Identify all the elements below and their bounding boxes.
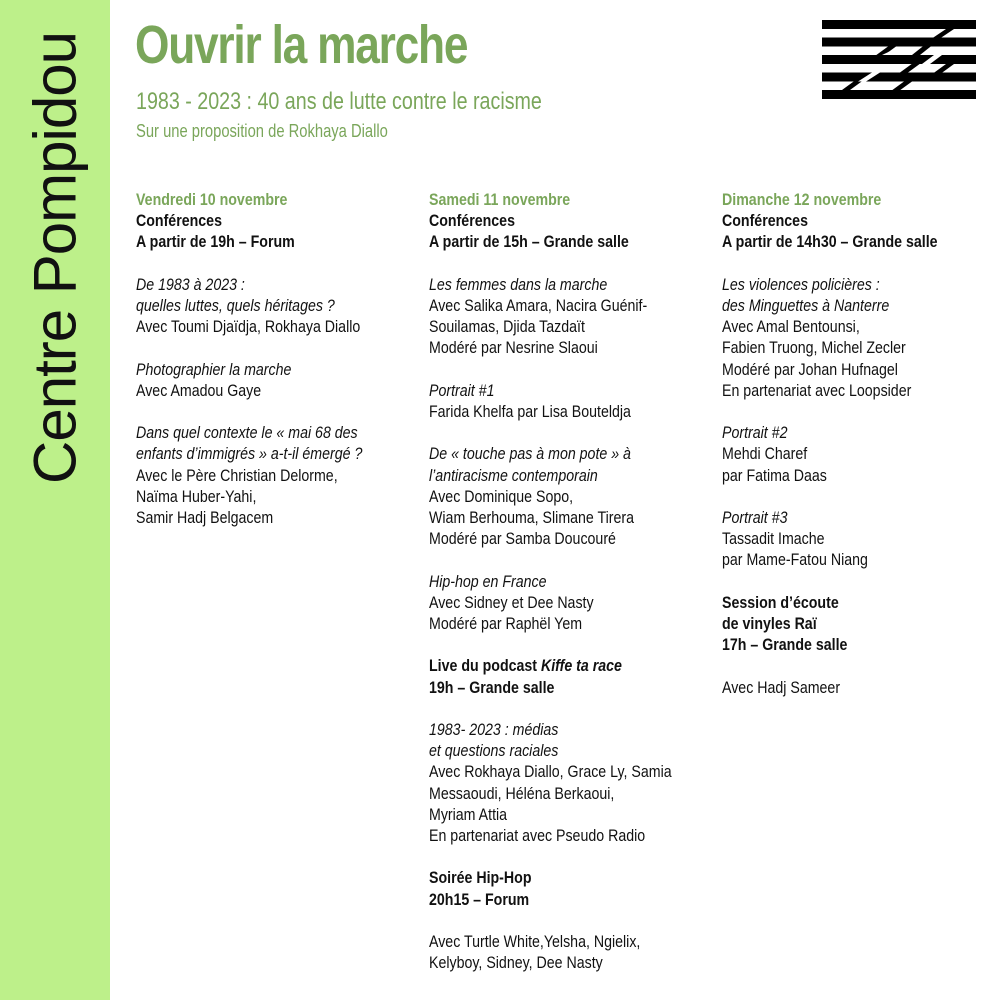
day-time-place: A partir de 15h – Grande salle — [429, 233, 629, 252]
talk-speakers: Naïma Huber-Yahi, — [136, 487, 257, 506]
talk-title: De 1983 à 2023 : — [136, 275, 245, 294]
day-time-place: A partir de 14h30 – Grande salle — [722, 233, 938, 252]
talk-title: et questions raciales — [429, 742, 559, 761]
podcast-name: Kiffe ta race — [540, 657, 622, 676]
evening-time-place: 20h15 – Forum — [429, 890, 530, 909]
talk-speakers: Avec Rokhaya Diallo, Grace Ly, Samia — [429, 763, 672, 782]
podcast-time-place: 19h – Grande salle — [429, 678, 555, 697]
talk-title: Dans quel contexte le « mai 68 des — [136, 424, 358, 443]
podcast-title — [429, 656, 721, 677]
talk-moderator: Modéré par Nesrine Slaoui — [429, 339, 598, 358]
talk-speakers: Samir Hadj Belgacem — [136, 509, 274, 527]
talk-speakers: par Fatima Daas — [722, 466, 827, 485]
evening-artists: Avec Turtle White,Yelsha, Ngielix, — [429, 932, 641, 951]
evening-title: Soirée Hip-Hop — [429, 869, 532, 888]
day-column-saturday — [429, 190, 719, 974]
talk-title: enfants d’immigrés » a-t-il émergé ? — [136, 445, 363, 464]
sidebar-label: Centre Pompidou — [21, 32, 89, 484]
day-type: Conférences — [136, 212, 222, 231]
day-date: Vendredi 10 novembre — [136, 191, 288, 209]
session-title: Session d’écoute — [722, 593, 839, 612]
talk-moderator: Modéré par Samba Doucouré — [429, 530, 616, 549]
talk-title: Portrait #1 — [429, 381, 495, 400]
talk-moderator: Modéré par Johan Hufnagel — [722, 360, 898, 379]
evening-artists: Kelyboy, Sidney, Dee Nasty — [429, 954, 603, 973]
podcast-prefix: Live du podcast — [429, 657, 541, 676]
talk-partner: En partenariat avec Pseudo Radio — [429, 827, 646, 845]
talk-speakers: Messaoudi, Héléna Berkaoui, — [429, 784, 615, 803]
talk-title: Photographier la marche — [136, 360, 292, 379]
talk-speakers: par Mame-Fatou Niang — [722, 551, 868, 570]
day-date: Dimanche 12 novembre — [722, 191, 882, 209]
talk-title: Portrait #3 — [722, 509, 788, 527]
page-title: Ouvrir la marche — [135, 15, 468, 75]
talk-title: Portrait #2 — [722, 424, 788, 443]
talk-speakers: Avec Toumi Djaïdja, Rokhaya Diallo — [136, 318, 361, 337]
talk-speakers: Souilamas, Djida Tazdaït — [429, 318, 585, 337]
talk-speakers: Wiam Berhouma, Slimane Tirera — [429, 509, 635, 527]
sidebar-band — [0, 0, 110, 1000]
talk-speakers: Avec Salika Amara, Nacira Guénif- — [429, 297, 648, 315]
page-credit: Sur une proposition de Rokhaya Diallo — [136, 121, 388, 141]
talk-title: des Minguettes à Nanterre — [722, 297, 890, 315]
talk-moderator: Modéré par Raphël Yem — [429, 615, 583, 633]
talk-title: quelles luttes, quels héritages ? — [136, 297, 335, 315]
session-title: de vinyles Raï — [722, 615, 817, 633]
session-time-place: 17h – Grande salle — [722, 636, 848, 655]
talk-speakers: Myriam Attia — [429, 805, 508, 824]
day-type: Conférences — [429, 212, 515, 231]
talk-speakers: Avec le Père Christian Delorme, — [136, 466, 338, 485]
talk-title: 1983- 2023 : médias — [429, 720, 559, 739]
talk-title: De « touche pas à mon pote » à — [429, 445, 631, 464]
talk-title: Les violences policières : — [722, 275, 880, 294]
talk-title: Les femmes dans la marche — [429, 275, 608, 294]
session-guest: Avec Hadj Sameer — [722, 678, 841, 697]
day-column-friday — [136, 190, 426, 529]
talk-speakers: Farida Khelfa par Lisa Bouteldja — [429, 403, 631, 421]
talk-speakers: Avec Amal Bentounsi, — [722, 318, 860, 337]
day-date: Samedi 11 novembre — [429, 191, 571, 209]
talk-speakers: Fabien Truong, Michel Zecler — [722, 339, 906, 358]
day-type: Conférences — [722, 212, 808, 231]
talk-speakers: Tassadit Imache — [722, 530, 825, 549]
talk-partner: En partenariat avec Loopsider — [722, 381, 912, 400]
centre-pompidou-logo-icon — [822, 20, 976, 100]
talk-speakers: Avec Dominique Sopo, — [429, 487, 574, 506]
talk-title: l’antiracisme contemporain — [429, 466, 598, 485]
page-subtitle: 1983 - 2023 : 40 ans de lutte contre le racisme — [136, 88, 542, 115]
talk-speakers: Mehdi Charef — [722, 445, 808, 464]
day-time-place: A partir de 19h – Forum — [136, 233, 295, 252]
talk-title: Hip-hop en France — [429, 572, 547, 591]
day-column-sunday — [722, 190, 1000, 699]
talk-speakers: Avec Amadou Gaye — [136, 381, 262, 400]
talk-speakers: Avec Sidney et Dee Nasty — [429, 593, 594, 612]
